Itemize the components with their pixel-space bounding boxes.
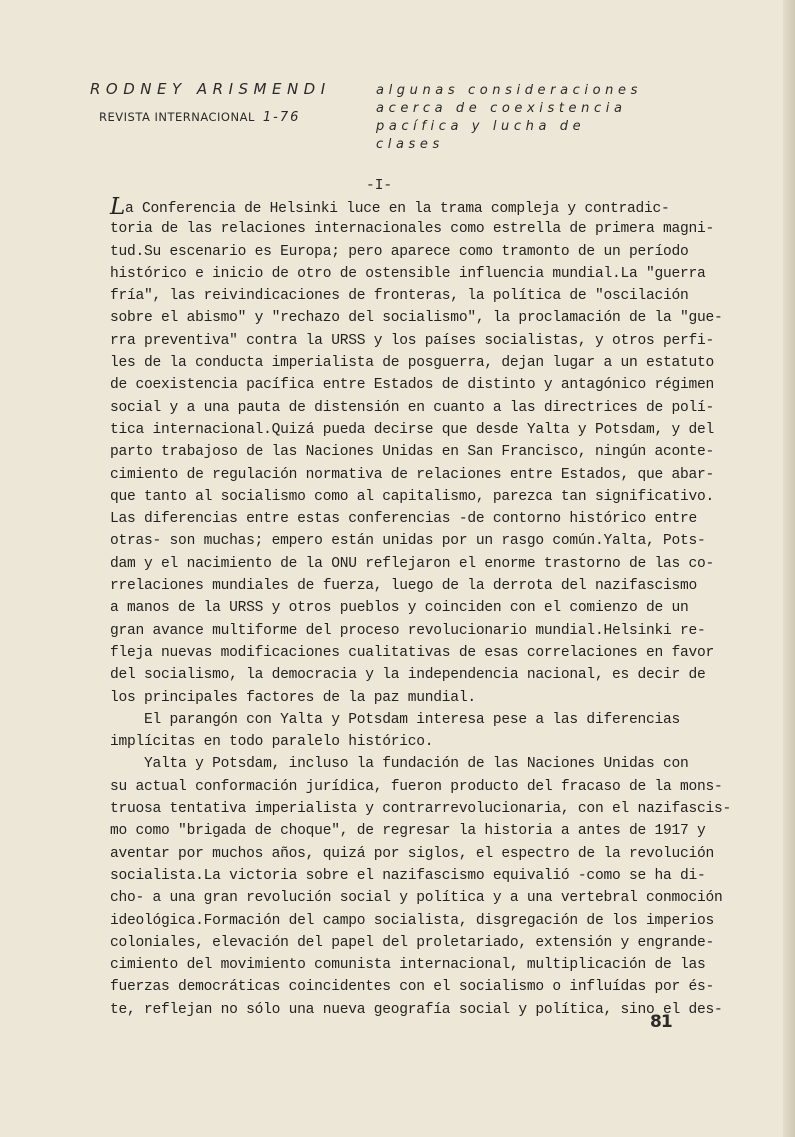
text-line: mo como "brigada de choque", de regresar la historia a antes de 1917 y [110, 823, 706, 840]
text-line: El parangón con Yalta y Potsdam interesa pese a las diferencias [110, 711, 681, 728]
text-line: les de la conducta imperialista de posguerra, dejan lugar a un estatuto [110, 355, 715, 372]
text-line: dam y el nacimiento de la ONU reflejaron el enorme trastorno de las co- [110, 555, 715, 572]
title-line: acerca de coexistencia [376, 101, 627, 116]
text-line: fuerzas democráticas coincidentes con el socialismo o influídas por és- [110, 979, 715, 996]
first-line-text: a Conferencia de Helsinki luce en la trama compleja y contradic- [125, 201, 670, 217]
text-line: ideológica.Formación del campo socialista, disgregación de los imperios [110, 912, 715, 929]
text-line: los principales factores de la paz mundial. [110, 689, 476, 706]
first-line [110, 196, 740, 218]
text-line: sobre el abismo" y "rechazo del socialismo", la proclamación de la "gue- [110, 310, 723, 327]
text-line: que tanto al socialismo como al capitalismo, parezca tan significativo. [110, 488, 715, 505]
text-line: tica internacional.Quizá pueda decirse que desde Yalta y Potsdam, y del [110, 421, 715, 438]
text-line: histórico e inicio de otro de ostensible influencia mundial.La "guerra [110, 265, 706, 282]
section-number: -I- [366, 178, 393, 194]
text-line: del socialismo, la democracia y la independencia nacional, es decir de [110, 667, 706, 684]
text-line: de coexistencia pacífica entre Estados de distinto y antagónico régimen [110, 377, 715, 394]
text-line: su actual conformación jurídica, fueron producto del fracaso de la mons- [110, 778, 723, 795]
text-line: tud.Su escenario es Europa; pero aparece como tramonto de un período [110, 243, 689, 260]
text-line: Las diferencias entre estas conferencias -de contorno histórico entre [110, 511, 698, 528]
title-line: algunas consideraciones [376, 83, 642, 98]
text-line: te, reflejan no sólo una nueva geografía social y política, sino el des- [110, 1001, 723, 1018]
page-edge-shadow [783, 0, 795, 1137]
title-line: pacífica y lucha de [376, 119, 586, 134]
article-body [110, 196, 740, 1021]
drop-cap: L [110, 194, 126, 220]
text-line: cho- a una gran revolución social y política y a una vertebral conmoción [110, 890, 723, 907]
text-line: rrelaciones mundiales de fuerza, luego de la derrota del nazifascismo [110, 578, 698, 595]
text-line: fleja nuevas modificaciones cualitativas de esas correlaciones en favor [110, 644, 715, 661]
text-line: aventar por muchos años, quizá por siglos, el espectro de la revolución [110, 845, 715, 862]
journal-reference [99, 110, 300, 125]
text-line: cimiento de regulación normativa de relaciones entre Estados, que abar- [110, 466, 715, 483]
text-line: parto trabajoso de las Naciones Unidas en San Francisco, ningún aconte- [110, 444, 715, 461]
text-line: a manos de la URSS y otros pueblos y coinciden con el comienzo de un [110, 600, 689, 617]
text-line: truosa tentativa imperialista y contrarrevolucionaria, con el nazifascis- [110, 801, 732, 818]
text-line: rra preventiva" contra la URSS y los países socialistas, y otros perfi- [110, 332, 715, 349]
text-line: otras- son muchas; empero están unidas por un rasgo común.Yalta, Pots- [110, 533, 706, 550]
author-name: RODNEY ARISMENDI [90, 80, 331, 98]
text-line: social y a una pauta de distensión en cuanto a las directrices de polí- [110, 399, 715, 416]
text-line: implícitas en todo paralelo histórico. [110, 734, 434, 751]
text-line: gran avance multiforme del proceso revolucionario mundial.Helsinki re- [110, 622, 706, 639]
text-line: Yalta y Potsdam, incluso la fundación de las Naciones Unidas con [110, 756, 689, 773]
text-line: toria de las relaciones internacionales como estrella de primera magni- [110, 221, 715, 238]
page-number: 81 [650, 1012, 672, 1032]
journal-name: REVISTA INTERNACIONAL [99, 110, 255, 124]
article-title [376, 82, 676, 154]
text-line: coloniales, elevación del papel del proletariado, extensión y engrande- [110, 934, 715, 951]
title-line: clases [376, 137, 444, 152]
journal-issue: 1-76 [262, 110, 301, 125]
text-line: fría", las reivindicaciones de fronteras, la política de "oscilación [110, 288, 689, 305]
text-line: cimiento del movimiento comunista internacional, multiplicación de las [110, 957, 706, 974]
text-line: socialista.La victoria sobre el nazifascismo equivalió -como se ha di- [110, 867, 706, 884]
